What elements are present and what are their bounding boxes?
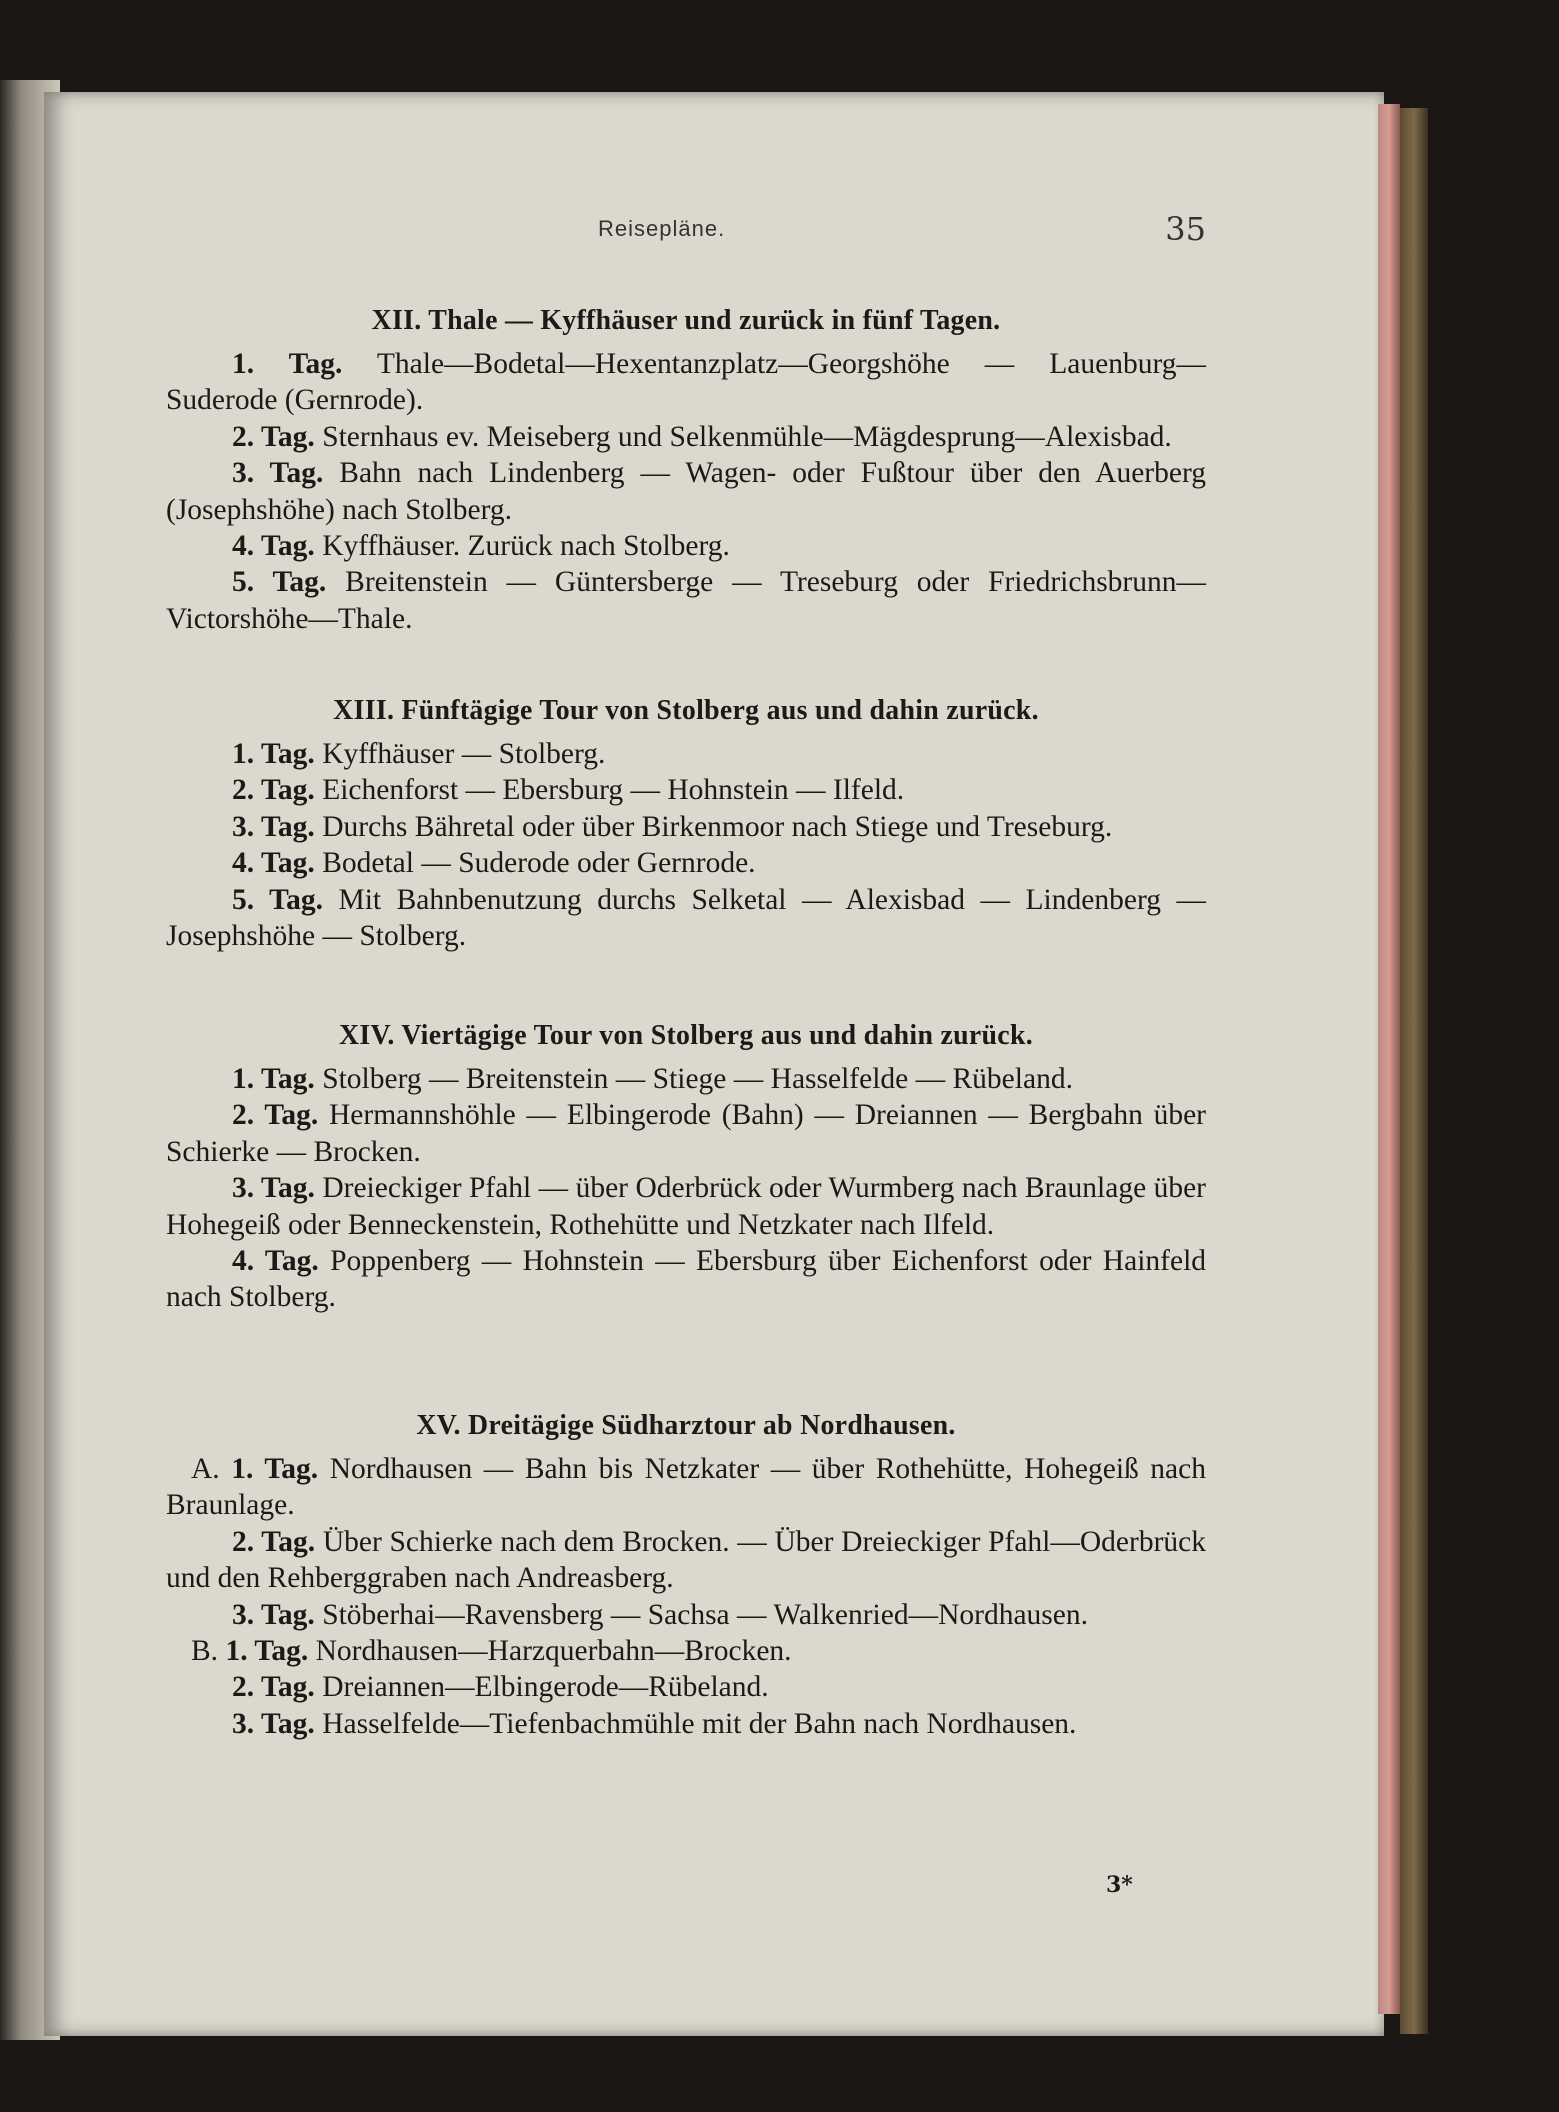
day-label: 2. Tag.	[232, 1671, 315, 1704]
day-text: Hasselfelde—Tiefenbachmühle mit der Bahn nach Nordhausen.	[322, 1707, 1077, 1740]
day-entry	[166, 845, 1206, 881]
day-entry	[166, 1524, 1206, 1597]
signature-mark: 3*	[1106, 1872, 1133, 1898]
day-text: Dreiannen—Elbingerode—Rübeland.	[322, 1671, 769, 1704]
day-label: 2. Tag.	[232, 1099, 319, 1132]
day-label: 2. Tag.	[232, 774, 315, 807]
day-text: Dreieckiger Pfahl — über Oderbrück oder Wurmberg nach Braunlage über Hohegeiß oder Benneckenstein, Rothehütte und Netzkater nach Ilfeld.	[166, 1172, 1207, 1241]
day-entry	[166, 1597, 1206, 1633]
day-entry	[166, 1706, 1206, 1742]
day-label: 1. Tag.	[231, 1453, 319, 1485]
day-label: 3. Tag.	[232, 1707, 315, 1740]
day-label: 1. Tag.	[232, 1063, 315, 1095]
section-heading: XIV. Viertägige Tour von Stolberg aus und dahin zurück.	[339, 1019, 1033, 1051]
day-entry	[166, 564, 1206, 637]
day-entry	[166, 346, 1206, 419]
day-entry	[166, 455, 1206, 528]
page-number: 35	[1165, 210, 1206, 248]
day-text: Hermannshöhle — Elbingerode (Bahn) — Dreiannen — Bergbahn über Schierke — Brocken.	[166, 1099, 1207, 1168]
day-text: Kyffhäuser — Stolberg.	[322, 738, 606, 770]
day-text: Über Schierke nach dem Brocken. — Über Dreieckiger Pfahl—Oderbrück und den Rehberggraben nach Andreasberg.	[166, 1525, 1206, 1595]
route-section-xv	[166, 1405, 1206, 1742]
day-entry	[166, 809, 1206, 845]
day-entry	[166, 528, 1206, 564]
day-text: Durchs Bähretal oder über Birkenmoor nach Stiege und Treseburg.	[322, 810, 1113, 843]
day-label: 3. Tag.	[232, 457, 324, 490]
day-entry	[166, 1061, 1206, 1097]
day-label: 5. Tag.	[232, 566, 327, 599]
route-section-xii	[166, 300, 1206, 637]
day-text: Bodetal — Suderode oder Gernrode.	[322, 847, 756, 880]
day-label: 4. Tag.	[232, 530, 315, 563]
day-text: Nordhausen—Harzquerbahn—Brocken.	[315, 1635, 792, 1668]
day-text: Thale—Bodetal—Hexentanzplatz—Georgshöhe — Lauenburg—Suderode (Gernrode).	[166, 348, 1207, 417]
day-entry	[166, 1451, 1206, 1524]
day-text: Mit Bahnbenutzung durchs Selketal — Alexisbad — Lindenberg — Josephshöhe — Stolberg.	[166, 883, 1206, 953]
day-text: Breitenstein — Güntersberge — Treseburg oder Friedrichsbrunn—Victorshöhe—Thale.	[166, 566, 1207, 635]
day-group-prefix: B.	[191, 1635, 219, 1668]
red-page-edges	[1378, 104, 1400, 2014]
day-group-prefix: A.	[191, 1453, 220, 1485]
day-entry	[166, 1097, 1206, 1170]
day-text: Bahn nach Lindenberg — Wagen- oder Fußtour über den Auerberg (Josephshöhe) nach Stolberg.	[166, 457, 1206, 526]
day-text: Stolberg — Breitenstein — Stiege — Hasselfelde — Rübeland.	[322, 1063, 1073, 1095]
day-entry	[166, 1243, 1206, 1316]
day-label: 4. Tag.	[232, 847, 315, 880]
day-entry	[166, 1669, 1206, 1705]
day-entry	[166, 736, 1206, 772]
day-text: Eichenforst — Ebersburg — Hohnstein — Ilfeld.	[322, 774, 905, 807]
route-section-xiii	[166, 690, 1206, 954]
running-head	[166, 210, 1206, 250]
day-label: 3. Tag.	[232, 1172, 315, 1205]
day-entry	[166, 772, 1206, 808]
book-cover-edge	[1400, 108, 1428, 2034]
section-heading: XII. Thale — Kyffhäuser und zurück in fünf Tagen.	[371, 304, 1001, 336]
day-text: Kyffhäuser. Zurück nach Stolberg.	[322, 530, 730, 563]
day-text: Poppenberg — Hohnstein — Ebersburg über Eichenforst oder Hainfeld nach Stolberg.	[166, 1245, 1207, 1314]
day-label: 2. Tag.	[232, 420, 315, 453]
day-label: 3. Tag.	[232, 1598, 315, 1631]
day-label: 1. Tag.	[225, 1635, 309, 1668]
day-label: 1. Tag.	[232, 738, 315, 770]
day-text: Stöberhai—Ravensberg — Sachsa — Walkenried—Nordhausen.	[322, 1598, 1089, 1631]
section-heading: XIII. Fünftägige Tour von Stolberg aus und dahin zurück.	[333, 694, 1039, 726]
section-heading: XV. Dreitägige Südharztour ab Nordhausen.	[416, 1409, 956, 1441]
day-entry	[166, 882, 1206, 955]
day-entry	[166, 1170, 1206, 1243]
route-section-xiv	[166, 1015, 1206, 1316]
day-text: Nordhausen — Bahn bis Netzkater — über Rothehütte, Hohegeiß nach Braunlage.	[166, 1453, 1206, 1522]
day-label: 5. Tag.	[232, 883, 323, 916]
day-label: 2. Tag.	[232, 1525, 316, 1558]
day-entry	[166, 419, 1206, 455]
day-label: 3. Tag.	[232, 810, 315, 843]
day-label: 1. Tag.	[232, 348, 343, 380]
day-text: Sternhaus ev. Meiseberg und Selkenmühle—Mägdesprung—Alexisbad.	[322, 420, 1172, 453]
running-head-title: Reisepläne.	[598, 216, 726, 241]
day-entry	[166, 1633, 1206, 1669]
day-label: 4. Tag.	[232, 1245, 319, 1278]
